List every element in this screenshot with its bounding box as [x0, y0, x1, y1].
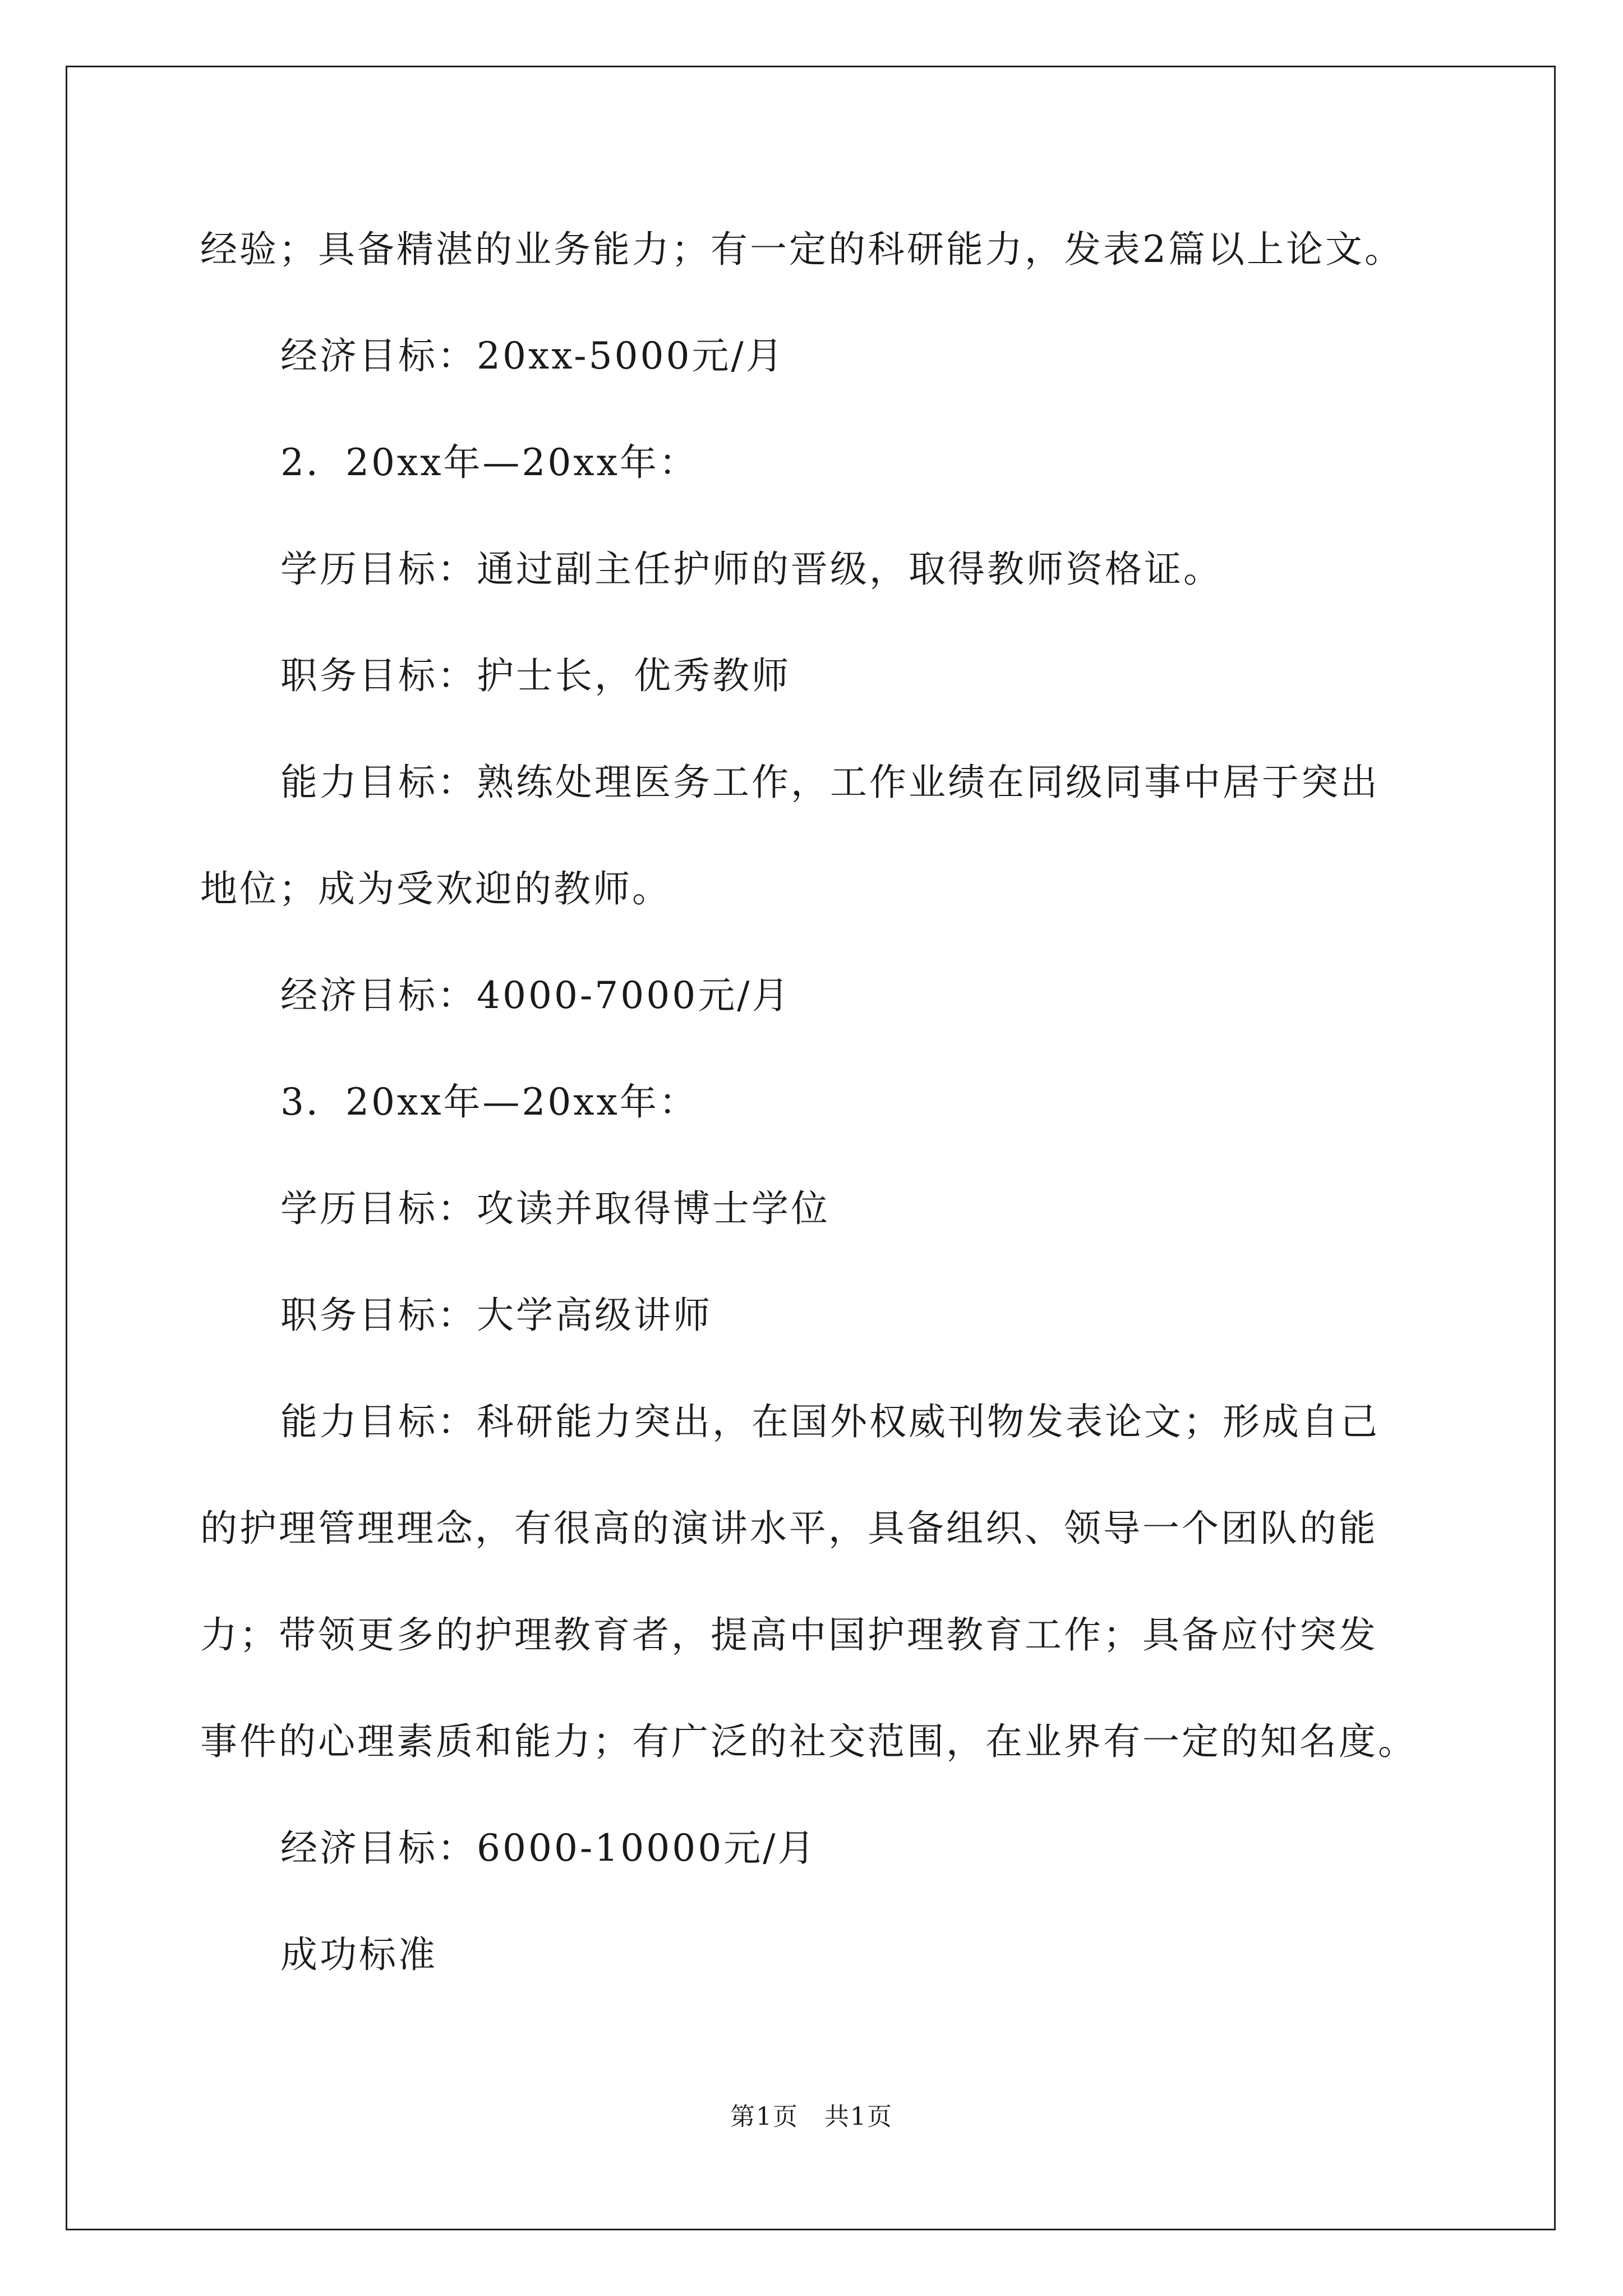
text-line: 学历目标：通过副主任护师的晋级，取得教师资格证。 [280, 547, 1223, 591]
text-line: 经济目标：4000-7000元/月 [280, 974, 791, 1017]
text-line: 职务目标：护士长，优秀教师 [280, 654, 791, 697]
text-line: 力；带领更多的护理教育者，提高中国护理教育工作；具备应付突发 [200, 1613, 1378, 1657]
text-line: 经验；具备精湛的业务能力；有一定的科研能力，发表2篇以上论文。 [200, 228, 1404, 271]
text-line: 经济目标：20xx-5000元/月 [280, 334, 785, 378]
text-line: 3．20xx年—20xx年： [280, 1080, 698, 1124]
section-heading: 成功标准 [280, 1933, 437, 1976]
text-line: 地位；成为受欢迎的教师。 [200, 867, 671, 910]
text-line: 学历目标：攻读并取得博士学位 [280, 1187, 830, 1230]
text-line: 2．20xx年—20xx年： [280, 441, 698, 484]
text-line: 职务目标：大学高级讲师 [280, 1294, 712, 1337]
text-line: 能力目标：科研能力突出，在国外权威刊物发表论文；形成自己 [280, 1400, 1380, 1443]
page-footer: 第1页 共1页 [730, 2102, 893, 2131]
text-line: 能力目标：熟练处理医务工作，工作业绩在同级同事中居于突出 [280, 761, 1380, 804]
text-line: 事件的心理素质和能力；有广泛的社交范围，在业界有一定的知名度。 [200, 1720, 1417, 1763]
document-body [200, 216, 1440, 2028]
text-line: 经济目标：6000-10000元/月 [280, 1826, 817, 1870]
text-line: 的护理管理理念，有很高的演讲水平，具备组织、领导一个团队的能 [200, 1507, 1378, 1550]
